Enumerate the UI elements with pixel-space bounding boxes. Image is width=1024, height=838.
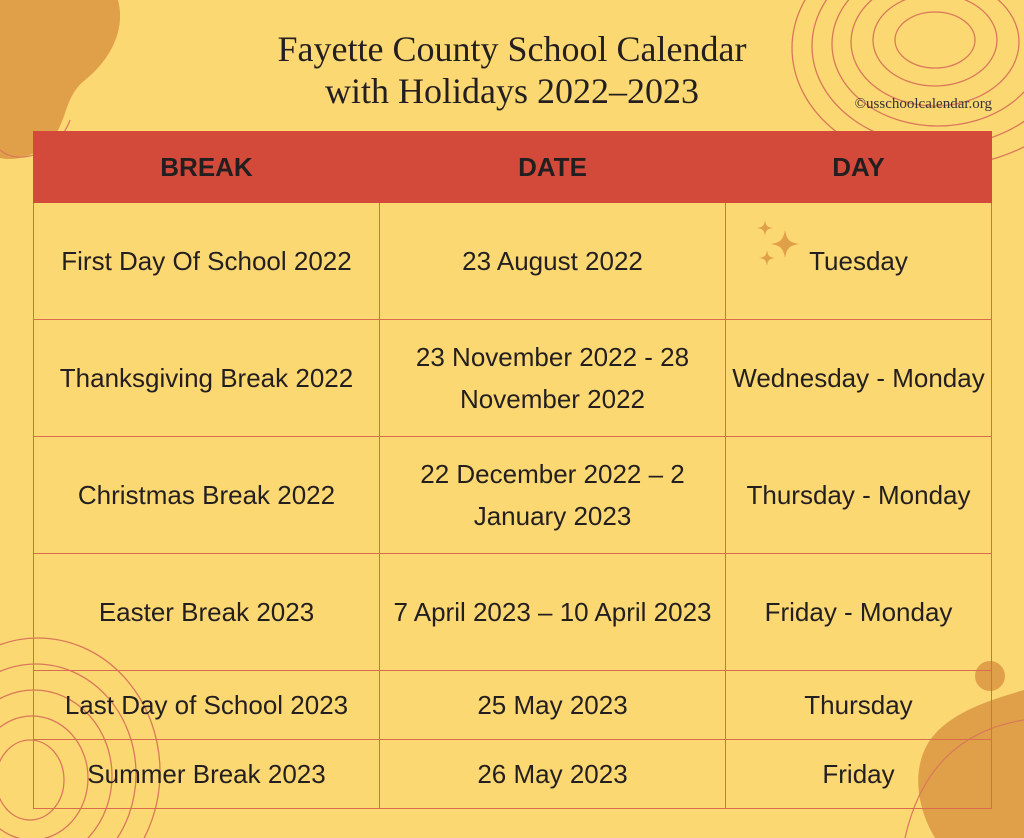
cell-date: 7 April 2023 – 10 April 2023 (380, 554, 726, 671)
cell-day: Tuesday (726, 203, 992, 320)
cell-day: Thursday (726, 671, 992, 740)
header-break: BREAK (34, 132, 380, 203)
cell-break: Christmas Break 2022 (34, 437, 380, 554)
table-header-row (34, 132, 992, 203)
cell-break: Last Day of School 2023 (34, 671, 380, 740)
cell-day: Friday (726, 740, 992, 809)
cell-date: 25 May 2023 (380, 671, 726, 740)
calendar-table (33, 131, 992, 809)
cell-day: Wednesday - Monday (726, 320, 992, 437)
cell-date: 23 November 2022 - 28 November 2022 (380, 320, 726, 437)
title-line-2: with Holidays 2022–2023 (325, 71, 699, 111)
table-row (34, 320, 992, 437)
cell-date: 26 May 2023 (380, 740, 726, 809)
cell-day: Thursday - Monday (726, 437, 992, 554)
header-day: DAY (726, 132, 992, 203)
header-date: DATE (380, 132, 726, 203)
watermark: ©usschoolcalendar.org (854, 96, 992, 112)
cell-break: First Day Of School 2022 (34, 203, 380, 320)
sparkle-icon (755, 218, 803, 274)
cell-day: Friday - Monday (726, 554, 992, 671)
table-row (34, 740, 992, 809)
cell-date: 23 August 2022 (380, 203, 726, 320)
cell-break: Easter Break 2023 (34, 554, 380, 671)
table-row (34, 671, 992, 740)
title-line-1: Fayette County School Calendar (277, 29, 747, 69)
table-row (34, 203, 992, 320)
cell-date: 22 December 2022 – 2 January 2023 (380, 437, 726, 554)
table-row (34, 437, 992, 554)
cell-break: Thanksgiving Break 2022 (34, 320, 380, 437)
table-row (34, 554, 992, 671)
cell-break: Summer Break 2023 (34, 740, 380, 809)
